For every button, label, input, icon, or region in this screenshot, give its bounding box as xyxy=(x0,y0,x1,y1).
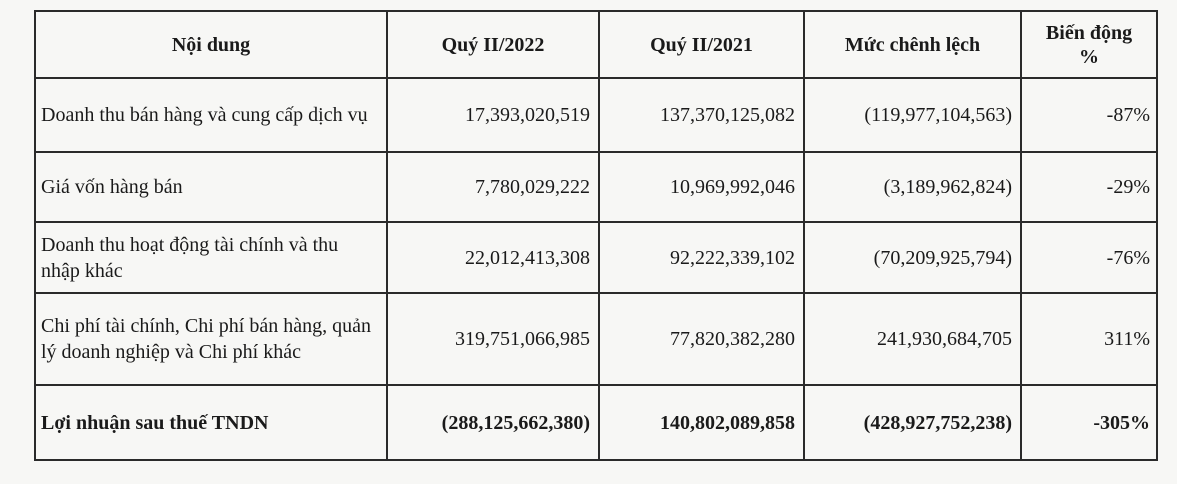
cell-q2-2022: 319,751,066,985 xyxy=(387,293,599,385)
cell-q2-2021: 137,370,125,082 xyxy=(599,78,804,152)
header-content: Nội dung xyxy=(35,11,387,78)
cell-difference: (70,209,925,794) xyxy=(804,222,1021,293)
cell-change-pct: 311% xyxy=(1021,293,1157,385)
header-change-pct: Biến động % xyxy=(1021,11,1157,78)
cell-q2-2022: 22,012,413,308 xyxy=(387,222,599,293)
cell-change-pct: -305% xyxy=(1021,385,1157,460)
cell-difference: 241,930,684,705 xyxy=(804,293,1021,385)
cell-q2-2021: 92,222,339,102 xyxy=(599,222,804,293)
financial-comparison-table xyxy=(34,10,1158,461)
table-row xyxy=(35,78,1157,152)
table-row xyxy=(35,293,1157,385)
cell-change-pct: -29% xyxy=(1021,152,1157,222)
cell-q2-2022: 17,393,020,519 xyxy=(387,78,599,152)
header-row xyxy=(35,11,1157,78)
row-label: Lợi nhuận sau thuế TNDN xyxy=(35,385,387,460)
cell-q2-2021: 77,820,382,280 xyxy=(599,293,804,385)
cell-difference: (3,189,962,824) xyxy=(804,152,1021,222)
header-q2-2022: Quý II/2022 xyxy=(387,11,599,78)
header-difference: Mức chênh lệch xyxy=(804,11,1021,78)
cell-q2-2022: (288,125,662,380) xyxy=(387,385,599,460)
header-q2-2021: Quý II/2021 xyxy=(599,11,804,78)
row-label: Chi phí tài chính, Chi phí bán hàng, quản lý doanh nghiệp và Chi phí khác xyxy=(35,293,387,385)
cell-change-pct: -76% xyxy=(1021,222,1157,293)
cell-q2-2021: 10,969,992,046 xyxy=(599,152,804,222)
row-label: Doanh thu hoạt động tài chính và thu nhập khác xyxy=(35,222,387,293)
table-row xyxy=(35,222,1157,293)
cell-change-pct: -87% xyxy=(1021,78,1157,152)
table-row-total xyxy=(35,385,1157,460)
cell-difference: (119,977,104,563) xyxy=(804,78,1021,152)
cell-q2-2021: 140,802,089,858 xyxy=(599,385,804,460)
row-label: Giá vốn hàng bán xyxy=(35,152,387,222)
cell-difference: (428,927,752,238) xyxy=(804,385,1021,460)
table-row xyxy=(35,152,1157,222)
cell-q2-2022: 7,780,029,222 xyxy=(387,152,599,222)
row-label: Doanh thu bán hàng và cung cấp dịch vụ xyxy=(35,78,387,152)
